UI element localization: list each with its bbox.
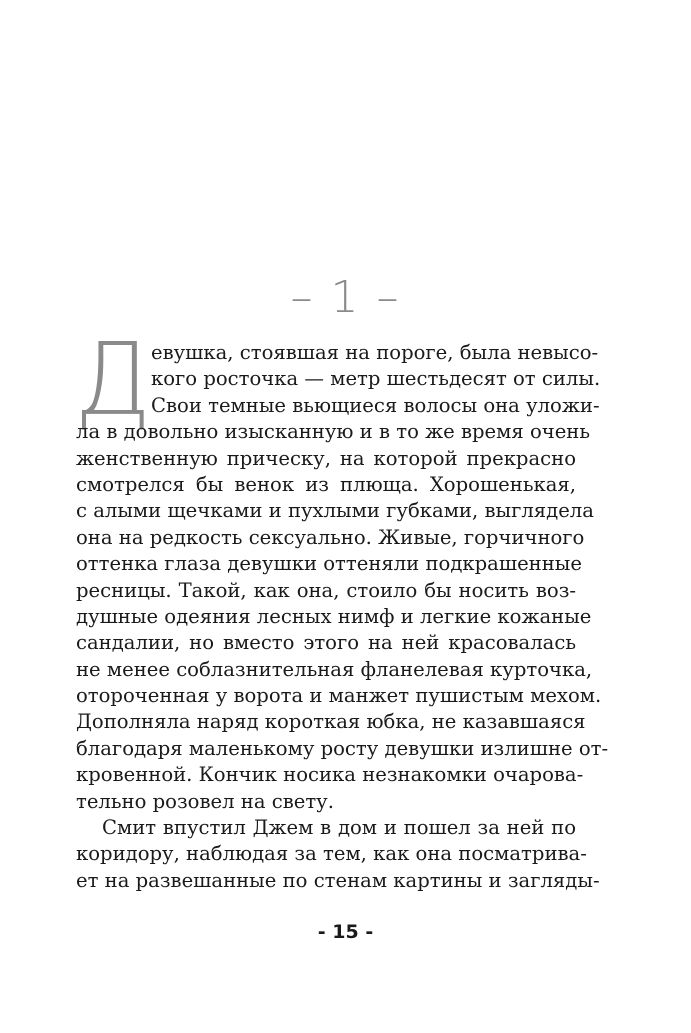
text-line: ресницы. Такой, как она, стоило бы носить воз- [76,578,576,602]
text-line: ет на развешанные по стенам картины и загляды- [76,868,600,892]
drop-cap: Д [74,321,152,438]
text-line: ла в довольно изысканную и в то же время очень [76,420,591,444]
text-line: Свои темные вьющиеся волосы она уложи- [151,393,600,417]
text-line: отороченная у ворота и манжет пушистым мехом. [76,684,602,708]
page-number: - 15 - [317,921,374,943]
text-line: кого росточка — метр шестьдесят от силы. [151,367,601,391]
text-line: евушка, стоявшая на пороге, была невысо- [151,341,599,364]
text-line: не менее соблазнительная фланелевая курточка, [76,657,593,681]
text-line: благодаря маленькому росту девушки излишне от- [76,736,609,760]
text-line: душные одеяния лесных нимф и легкие кожаные [76,604,592,628]
text-line: кровенной. Кончик носика незнакомки очарова- [76,763,584,787]
text-line: смотрелся бы венок из плюща. Хорошенькая, [76,472,576,496]
text-line: Смит впустил Джем в дом и пошел за ней по [102,816,576,840]
text-line: женственную прическу, на которой прекрасно [76,446,576,470]
text-line: сандалии, но вместо этого на ней красовалась [76,631,576,655]
text-line: тельно розовел на свету. [76,789,334,813]
chapter-number: – 1 – [290,272,401,323]
text-line: оттенка глаза девушки оттеняли подкрашенные [76,552,582,576]
body-text [76,340,609,894]
text-line: Дополняла наряд короткая юбка, не казавшаяся [76,710,586,734]
text-line: она на редкость сексуально. Живые, горчичного [76,525,585,549]
text-line: с алыми щечками и пухлыми губками, выглядела [76,499,594,523]
text-line: коридору, наблюдая за тем, как она посматрива- [76,842,587,866]
